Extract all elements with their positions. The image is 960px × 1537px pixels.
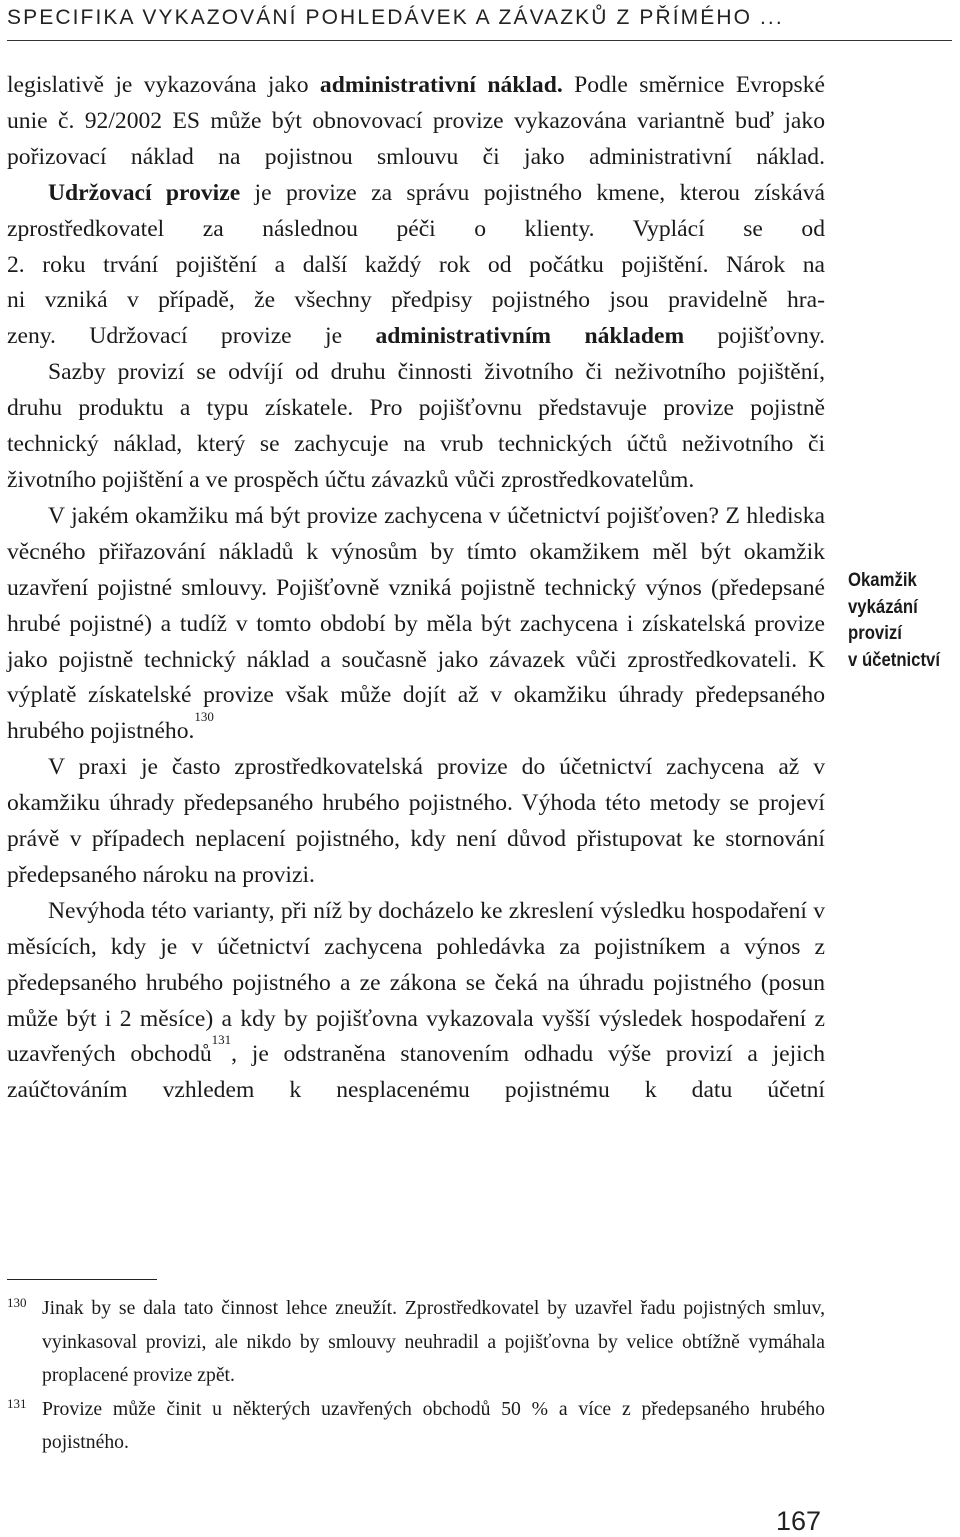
- footnote-number: 130: [7, 1295, 27, 1310]
- header-rule: [7, 40, 952, 41]
- footnote-ref[interactable]: 131: [211, 1032, 232, 1048]
- paragraph-6: Nevýhoda této varianty, při níž by docházelo ke zkreslení výsledku hospodaření v měsících, kdy je v účetnictví zachycena pohledávka za pojistníkem a výnos z předepsaného hrubého pojistného a ze zákona se čeká na úhradu pojistného (posun může být i 2 měsíce) a kdy by pojišťovna vykazovala vyšší výsledek hospodaření z uzavřených obchodů$^{131}$, je odstraněna stanovením odhadu výše provizí a jejich zaúčtováním vzhledem k nesplacenému pojistnému k datu účetní: [7, 897, 825, 1104]
- bold-term: Udržovací provize: [48, 179, 241, 206]
- footnotes: [7, 1292, 825, 1460]
- paragraph-3: Sazby provizí se odvíjí od druhu činnosti životního či neživotního pojištění, druhu produktu a typu získatele. Pro pojišťovnu představuje provize pojistně technický náklad, který se zachycuje na vrub technických účtů neživotního či životního pojištění a ve prospěch účtu závazků vůči zprostředkovatelům.: [7, 359, 825, 493]
- bold-term: administrativní náklad.: [319, 72, 563, 98]
- paragraph-2-line: 2. roku trvání pojištění a další každý rok od počátku pojištění. Nárok na: [7, 251, 825, 278]
- footnote: [7, 1292, 825, 1393]
- page-number: 167: [776, 1506, 822, 1536]
- paragraph-2-line: zeny. Udržovací provize je administrativním nákladem pojišťovny.: [7, 323, 826, 350]
- paragraph-2-line: ni vzniká v případě, že všechny předpisy pojistného jsou pravidelně hra-: [7, 287, 825, 314]
- bold-term: administrativním nákladem: [375, 323, 685, 350]
- footnote: [7, 1393, 825, 1460]
- paragraph-1: legislativě je vykazována jako administrativní náklad. Podle směrnice Evropské unie č. 92/2002 ES může být obnovovací provize vykazována variantně buď jako pořizovací náklad na pojistnou smlouvu či jako administrativní náklad.: [7, 72, 825, 170]
- paragraph-4: V jakém okamžiku má být provize zachycena v účetnictví pojišťoven? Z hlediska věcného přiřazování nákladů k výnosům by tímto okamžikem měl být okamžik uzavření pojistné smlouvy. Pojišťovně vzniká pojistně technický výnos (předepsané hrubé pojistné) a tudíž v tomto období by měla být zachycena i získatelská provize jako pojistně technický náklad a současně jako závazek vůči zprostředkovateli. K výplatě získatelské provize však může dojít až v okamžiku úhrady předepsaného hrubého pojistného.$^{130}$: [7, 502, 825, 745]
- paragraph-2: Udržovací provize je provize za správu pojistného kmene, kterou získává zprostředkovatel za následnou péči o klienty. Vyplácí se od: [7, 179, 825, 242]
- footnote-number: 131: [7, 1395, 27, 1411]
- footnote-text: Provize může činit u některých uzavřených obchodů 50 % a více z předepsaného hrubého pojistného.: [42, 1397, 825, 1454]
- footnote-ref[interactable]: 130: [194, 709, 214, 725]
- running-header: SPECIFIKA VYKAZOVÁNÍ POHLEDÁVEK A ZÁVAZKŮ Z PŘÍMÉHO ...: [7, 6, 784, 29]
- footnote-text: Jinak by se dala tato činnost lehce zneužít. Zprostředkovatel by uzavřel řadu pojistných smluv, vyinkasoval provizi, ale nikdo by smlouvy neuhradil a pojišťovna by velice obtížně vymáhala proplacené provize zpět.: [42, 1297, 825, 1387]
- paragraph-5: V praxi je často zprostředkovatelská provize do účetnictví zachycena až v okamžiku úhrady předepsaného hrubého pojistného. Výhoda této metody se projeví právě v případech neplacení pojistného, kdy není důvod přistupovat ke stornování předepsaného nároku na provizi.: [7, 754, 825, 888]
- body-text: [7, 68, 825, 1109]
- margin-note: Okamžik vykázání provizí v účetnictví: [848, 570, 941, 671]
- footnote-rule: [7, 1279, 157, 1280]
